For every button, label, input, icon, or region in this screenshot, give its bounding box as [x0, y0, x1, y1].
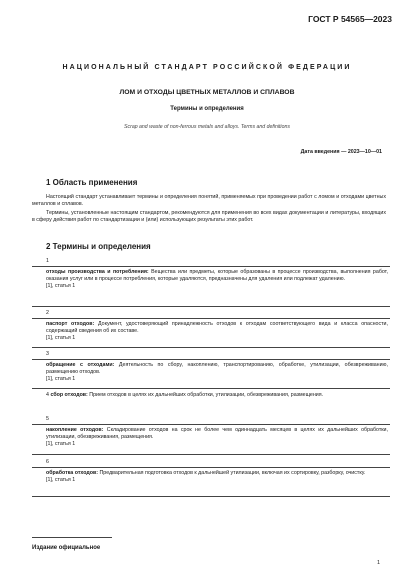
term-number: 5: [46, 416, 49, 422]
gost-code: ГОСТ Р 54565—2023: [308, 14, 392, 24]
term-definition: Прием отходов в целях их дальнейших обработки, утилизации, обезвреживания, размещения.: [87, 392, 324, 398]
term-number: 1: [46, 258, 49, 264]
introduction-date: Дата введения — 2023—10—01: [300, 149, 382, 155]
term-entry: [32, 467, 390, 497]
term-number: 6: [46, 459, 49, 465]
term-entry: [32, 359, 390, 389]
section-1-heading: 1 Область применения: [46, 178, 138, 187]
term-definition: Документ, удостоверяющий принадлежность отходов к отходам соответствующего вида и класса опасности, содержащий сведения об их составе.: [46, 321, 388, 334]
term-entry: [32, 266, 390, 307]
term-name: обращение с отходами:: [46, 362, 115, 368]
term-name: сбор отходов:: [50, 392, 88, 398]
term-name: отходы производства и потребления:: [46, 269, 149, 275]
term-definition: Вещества или предметы, которые образованы в процессе производства, выполнения работ, оказания услуг или в процессе потребления, которые удаляются, предназначены для удаления или подлежат удалению.: [46, 269, 388, 282]
footer-divider: [32, 537, 112, 538]
term-number: 4: [46, 392, 49, 398]
term-number: 3: [46, 351, 49, 357]
document-title: ЛОМ И ОТХОДЫ ЦВЕТНЫХ МЕТАЛЛОВ И СПЛАВОВ: [119, 89, 295, 96]
term-name: накопление отходов:: [46, 427, 104, 433]
term-source: [1], статья 1: [46, 282, 76, 289]
term-name: паспорт отходов:: [46, 321, 95, 327]
term-definition: Предварительная подготовка отходов к дальнейшей утилизации, включая их сортировку, разборку, очистку.: [98, 470, 366, 476]
document-subtitle: Термины и определения: [170, 106, 244, 112]
page-number: 1: [376, 560, 380, 566]
term-source: [1], статья 1: [46, 334, 76, 341]
section-2-heading: 2 Термины и определения: [46, 242, 151, 251]
english-title: Scrap and waste of non-ferrous metals and alloys. Terms and definitions: [124, 124, 290, 130]
term-definition: Складирование отходов на срок не более чем одиннадцать месяцев в целях их дальнейших обработки, утилизации, обезвреживания, размещения.: [46, 427, 388, 440]
term-entry: [32, 318, 390, 348]
term-number: 2: [46, 310, 49, 316]
term-source: [1], статья 1: [46, 375, 76, 382]
term-source: [1], статья 1: [46, 476, 76, 483]
term-entry: [32, 424, 390, 455]
national-standard-banner: НАЦИОНАЛЬНЫЙ СТАНДАРТ РОССИЙСКОЙ ФЕДЕРАЦИИ: [62, 64, 352, 71]
section-1-paragraph-2: Термины, установленные настоящим стандартом, рекомендуются для применения во всех видах документации и литературы, входящих в сферу действия работ по стандартизации и (или) использующих результаты этих работ.: [32, 210, 386, 224]
official-edition-label: Издание официальное: [32, 545, 101, 551]
term-entry-plain: [32, 392, 390, 399]
section-1-paragraph-1: Настоящий стандарт устанавливает термины и определения понятий, применяемых при проведении работ с ломом и отходами цветных металлов и сплавов.: [32, 194, 386, 208]
term-source: [1], статья 1: [46, 440, 76, 447]
term-definition: Деятельность по сбору, накоплению, транспортированию, обработке, утилизации, обезвреживанию, размещению отходов.: [46, 362, 388, 375]
term-name: обработка отходов:: [46, 470, 99, 476]
